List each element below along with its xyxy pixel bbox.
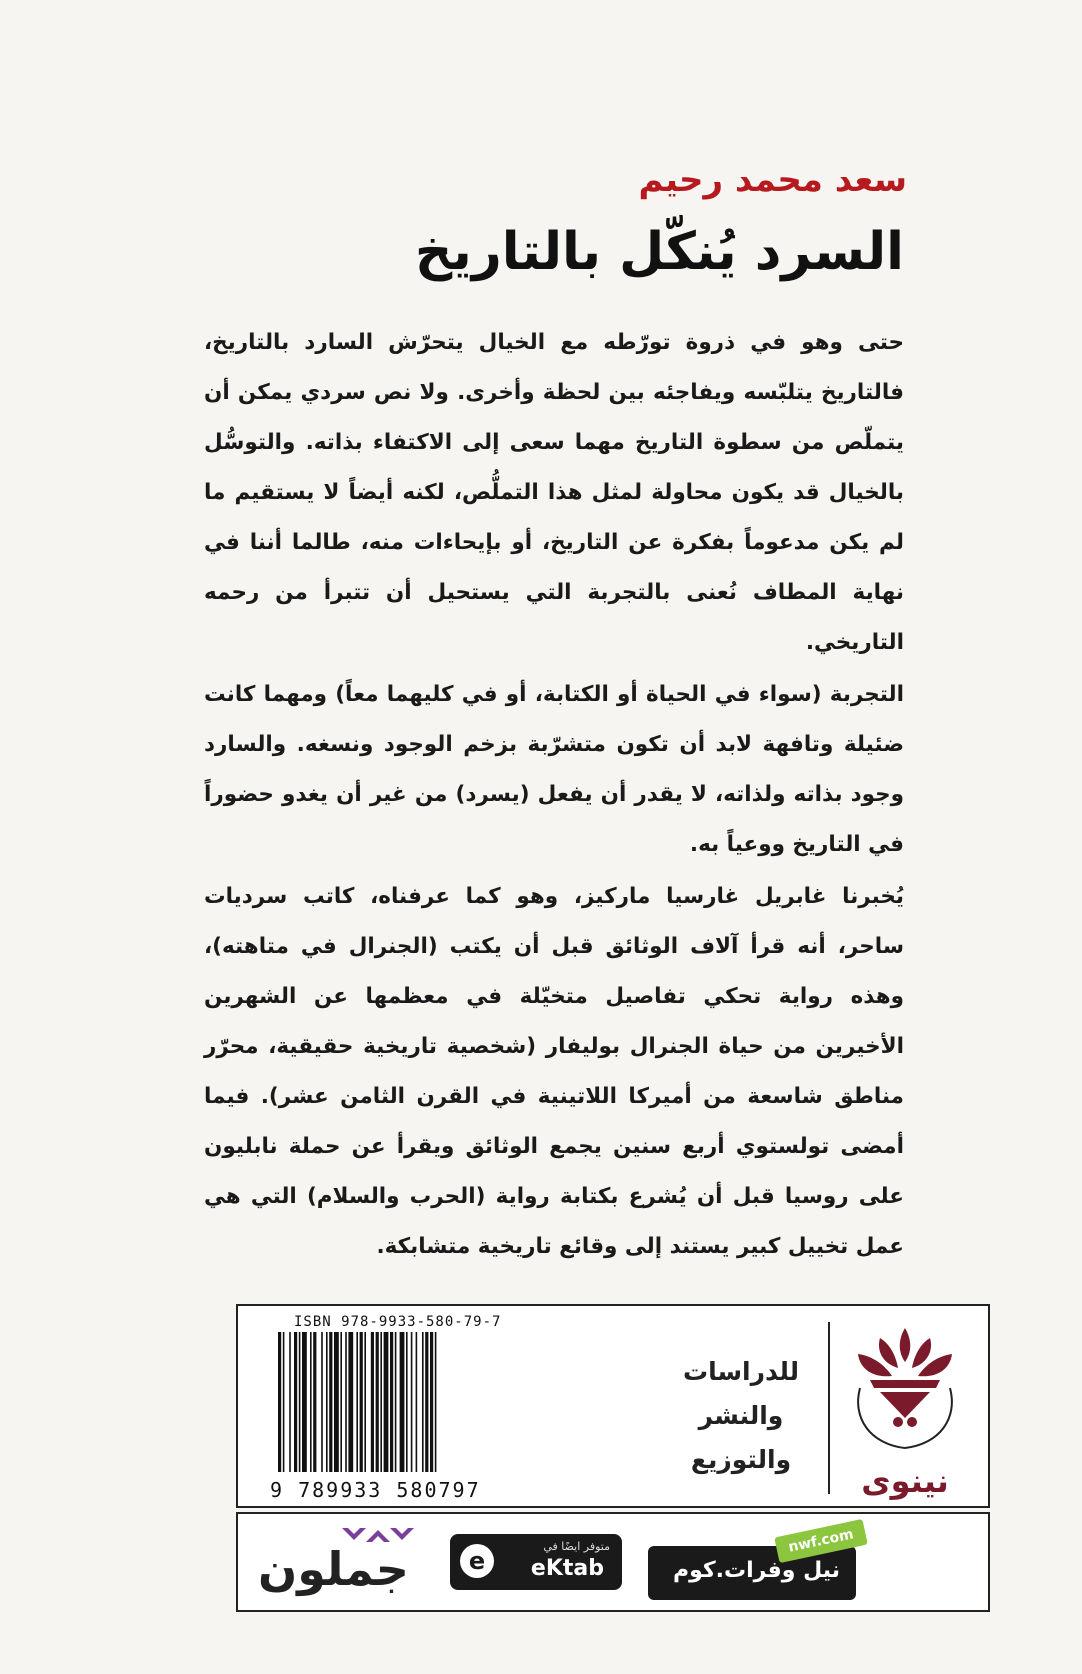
jamloon-logo-text: جملون bbox=[258, 1542, 409, 1596]
jamloon-arrows-icon bbox=[338, 1522, 418, 1552]
isbn-digits: 9 789933 580797 bbox=[270, 1478, 481, 1502]
barcode-icon bbox=[278, 1332, 488, 1482]
distributors-box bbox=[236, 1512, 990, 1612]
isbn-label: ISBN 978-9933-580-79-7 bbox=[294, 1314, 502, 1330]
book-title: السرد يُنكّل بالتاريخ bbox=[414, 222, 904, 282]
nwf-name: نيل وفرات.كوم bbox=[672, 1558, 840, 1583]
ninawa-lotus-icon bbox=[840, 1318, 970, 1458]
nwf-badge bbox=[648, 1546, 856, 1600]
blurb-paragraph: التجربة (سواء في الحياة أو الكتابة، أو في كليهما معاً) ومهما كانت ضئيلة وتافهة لابد أن تكون متشرّبة بزخم الوجود ونسغه. والسارد وجود بذاته ولذاته، لا يقدر أن يفعل (يسرد) من غير أن يغدو حضوراً في التاريخ ووعياً به. bbox=[204, 682, 904, 857]
publisher-line: والنشر bbox=[698, 1401, 784, 1430]
blurb-paragraph: يُخبرنا غابريل غارسيا ماركيز، وهو كما عرفناه، كاتب سرديات ساحر، أنه قرأ آلاف الوثائق قبل أن يكتب (الجنرال في متاهته)، وهذه رواية تحكي تفاصيل متخيّلة في معظمها عن الشهرين الأخيرين من حياة الجنرال بوليفار (شخصية تاريخية حقيقية، محرّر مناطق شاسعة من أميركا اللاتينية في القرن الثامن عشر). فيما أمضى تولستوي أربع سنين يجمع الوثائق ويقرأ عن حملة نابليون على روسيا قبل أن يُشرع بكتابة رواية (الحرب والسلام) التي هي عمل تخييل كبير يستند إلى وقائع تاريخية متشابكة. bbox=[204, 884, 904, 1259]
blurb-paragraph: حتى وهو في ذروة تورّطه مع الخيال يتحرّش السارد بالتاريخ، فالتاريخ يتلبّسه ويفاجئه بين لحظة وأخرى. ولا نص سردي يمكن أن يتملّص من سطوة التاريخ مهما سعى إلى الاكتفاء بذاته. والتوسُّل بالخيال قد يكون محاولة لمثل هذا التملُّص، لكنه أيضاً لا يستقيم ما لم يكن مدعوماً بفكرة عن التاريخ، أو بإيحاءات منه، طالما أننا في نهاية المطاف نُعنى بالتجربة التي يستحيل أن تتبرأ من رحمه التاريخي. bbox=[204, 330, 904, 655]
publisher-line: والتوزيع bbox=[690, 1445, 792, 1474]
ektab-logo-icon: e bbox=[460, 1544, 494, 1578]
publisher-line: للدراسات bbox=[682, 1357, 800, 1386]
ektab-badge bbox=[450, 1534, 622, 1590]
publisher-divider bbox=[828, 1322, 830, 1494]
ektab-name: eKtab bbox=[530, 1556, 604, 1581]
ektab-available-label: متوفر ايضًا في bbox=[543, 1540, 610, 1553]
publisher-box bbox=[236, 1304, 990, 1508]
nwf-tag: nwf.com bbox=[774, 1519, 867, 1563]
publisher-description bbox=[666, 1350, 816, 1482]
blurb-text bbox=[204, 318, 904, 1274]
publisher-logo bbox=[840, 1318, 970, 1500]
publisher-logo-name: نينوى bbox=[861, 1462, 949, 1500]
author-name: سعد محمد رحيم bbox=[638, 160, 907, 200]
